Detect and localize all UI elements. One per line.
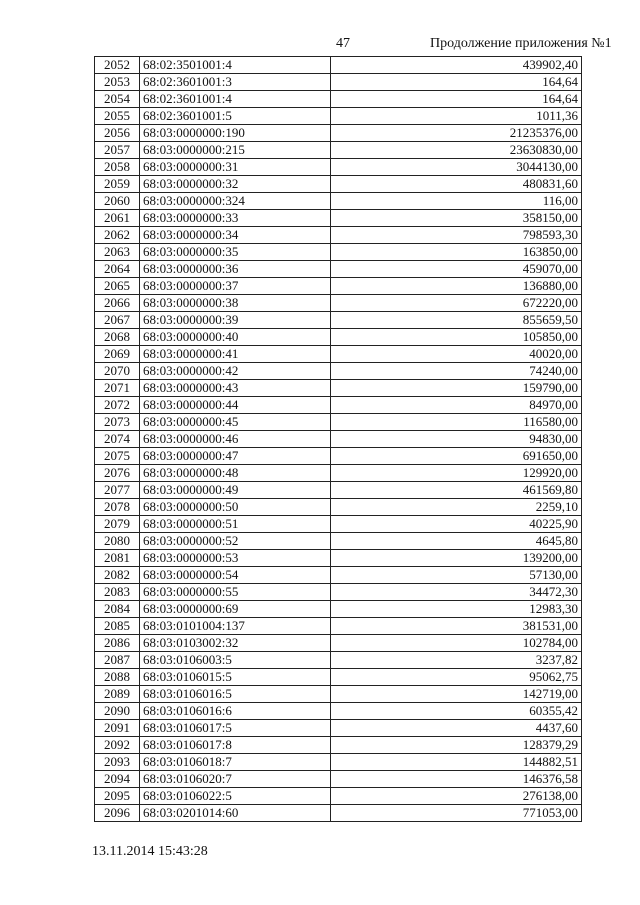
value-cell: 4437,60 <box>331 720 582 737</box>
table-row <box>95 176 582 193</box>
table-row <box>95 278 582 295</box>
value-cell: 129920,00 <box>331 465 582 482</box>
value-cell: 95062,75 <box>331 669 582 686</box>
table-row <box>95 652 582 669</box>
value-cell: 2259,10 <box>331 499 582 516</box>
row-number-cell: 2077 <box>95 482 140 499</box>
row-number-cell: 2088 <box>95 669 140 686</box>
cadastral-number-cell: 68:03:0000000:43 <box>140 380 331 397</box>
table-row <box>95 567 582 584</box>
table-row <box>95 448 582 465</box>
value-cell: 3237,82 <box>331 652 582 669</box>
cadastral-number-cell: 68:03:0000000:34 <box>140 227 331 244</box>
cadastral-number-cell: 68:03:0000000:33 <box>140 210 331 227</box>
cadastral-number-cell: 68:03:0106022:5 <box>140 788 331 805</box>
row-number-cell: 2066 <box>95 295 140 312</box>
cadastral-number-cell: 68:03:0106003:5 <box>140 652 331 669</box>
cadastral-number-cell: 68:03:0000000:324 <box>140 193 331 210</box>
value-cell: 461569,80 <box>331 482 582 499</box>
value-cell: 439902,40 <box>331 57 582 74</box>
cadastral-number-cell: 68:03:0000000:48 <box>140 465 331 482</box>
row-number-cell: 2074 <box>95 431 140 448</box>
row-number-cell: 2086 <box>95 635 140 652</box>
value-cell: 480831,60 <box>331 176 582 193</box>
row-number-cell: 2054 <box>95 91 140 108</box>
cadastral-number-cell: 68:03:0000000:42 <box>140 363 331 380</box>
table-row <box>95 601 582 618</box>
table-row <box>95 74 582 91</box>
value-cell: 459070,00 <box>331 261 582 278</box>
row-number-cell: 2096 <box>95 805 140 822</box>
row-number-cell: 2064 <box>95 261 140 278</box>
value-cell: 159790,00 <box>331 380 582 397</box>
cadastral-number-cell: 68:03:0000000:55 <box>140 584 331 601</box>
table-row <box>95 346 582 363</box>
cadastral-number-cell: 68:03:0103002:32 <box>140 635 331 652</box>
cadastral-number-cell: 68:03:0000000:31 <box>140 159 331 176</box>
row-number-cell: 2053 <box>95 74 140 91</box>
row-number-cell: 2073 <box>95 414 140 431</box>
table-row <box>95 431 582 448</box>
row-number-cell: 2060 <box>95 193 140 210</box>
table-row <box>95 159 582 176</box>
cadastral-number-cell: 68:03:0000000:41 <box>140 346 331 363</box>
table-row <box>95 550 582 567</box>
table-row <box>95 771 582 788</box>
table-row <box>95 482 582 499</box>
row-number-cell: 2093 <box>95 754 140 771</box>
cadastral-number-cell: 68:03:0000000:47 <box>140 448 331 465</box>
row-number-cell: 2095 <box>95 788 140 805</box>
row-number-cell: 2091 <box>95 720 140 737</box>
value-cell: 4645,80 <box>331 533 582 550</box>
timestamp: 13.11.2014 15:43:28 <box>92 844 208 859</box>
value-cell: 381531,00 <box>331 618 582 635</box>
table-row <box>95 737 582 754</box>
row-number-cell: 2052 <box>95 57 140 74</box>
cadastral-value-table <box>94 56 582 822</box>
row-number-cell: 2090 <box>95 703 140 720</box>
table-row <box>95 227 582 244</box>
value-cell: 139200,00 <box>331 550 582 567</box>
table-row <box>95 261 582 278</box>
table-row <box>95 142 582 159</box>
value-cell: 105850,00 <box>331 329 582 346</box>
value-cell: 164,64 <box>331 74 582 91</box>
table-row <box>95 499 582 516</box>
table-row <box>95 465 582 482</box>
cadastral-number-cell: 68:03:0000000:32 <box>140 176 331 193</box>
cadastral-number-cell: 68:03:0000000:38 <box>140 295 331 312</box>
table-row <box>95 584 582 601</box>
table-row <box>95 380 582 397</box>
table-row <box>95 635 582 652</box>
table-row <box>95 312 582 329</box>
cadastral-number-cell: 68:03:0000000:40 <box>140 329 331 346</box>
row-number-cell: 2094 <box>95 771 140 788</box>
cadastral-number-cell: 68:03:0106016:6 <box>140 703 331 720</box>
cadastral-number-cell: 68:03:0000000:54 <box>140 567 331 584</box>
value-cell: 128379,29 <box>331 737 582 754</box>
row-number-cell: 2062 <box>95 227 140 244</box>
table-row <box>95 125 582 142</box>
row-number-cell: 2057 <box>95 142 140 159</box>
row-number-cell: 2061 <box>95 210 140 227</box>
row-number-cell: 2080 <box>95 533 140 550</box>
cadastral-number-cell: 68:02:3601001:5 <box>140 108 331 125</box>
row-number-cell: 2083 <box>95 584 140 601</box>
value-cell: 691650,00 <box>331 448 582 465</box>
row-number-cell: 2055 <box>95 108 140 125</box>
value-cell: 146376,58 <box>331 771 582 788</box>
cadastral-number-cell: 68:03:0000000:35 <box>140 244 331 261</box>
cadastral-number-cell: 68:03:0201014:60 <box>140 805 331 822</box>
value-cell: 84970,00 <box>331 397 582 414</box>
value-cell: 12983,30 <box>331 601 582 618</box>
table-row <box>95 244 582 261</box>
cadastral-number-cell: 68:03:0000000:49 <box>140 482 331 499</box>
cadastral-number-cell: 68:03:0000000:215 <box>140 142 331 159</box>
value-cell: 136880,00 <box>331 278 582 295</box>
value-cell: 60355,42 <box>331 703 582 720</box>
cadastral-number-cell: 68:03:0000000:69 <box>140 601 331 618</box>
cadastral-number-cell: 68:03:0106017:8 <box>140 737 331 754</box>
row-number-cell: 2056 <box>95 125 140 142</box>
value-cell: 142719,00 <box>331 686 582 703</box>
value-cell: 40225,90 <box>331 516 582 533</box>
table-row <box>95 788 582 805</box>
value-cell: 23630830,00 <box>331 142 582 159</box>
table-row <box>95 210 582 227</box>
table-row <box>95 669 582 686</box>
row-number-cell: 2078 <box>95 499 140 516</box>
cadastral-number-cell: 68:03:0000000:52 <box>140 533 331 550</box>
table-row <box>95 618 582 635</box>
table-row <box>95 414 582 431</box>
row-number-cell: 2084 <box>95 601 140 618</box>
row-number-cell: 2072 <box>95 397 140 414</box>
table-row <box>95 805 582 822</box>
cadastral-number-cell: 68:03:0106020:7 <box>140 771 331 788</box>
table-row <box>95 363 582 380</box>
row-number-cell: 2069 <box>95 346 140 363</box>
cadastral-number-cell: 68:03:0106017:5 <box>140 720 331 737</box>
row-number-cell: 2092 <box>95 737 140 754</box>
appendix-label: Продолжение приложения №1 <box>430 36 612 51</box>
row-number-cell: 2059 <box>95 176 140 193</box>
table-row <box>95 108 582 125</box>
cadastral-number-cell: 68:03:0000000:53 <box>140 550 331 567</box>
value-cell: 57130,00 <box>331 567 582 584</box>
cadastral-number-cell: 68:03:0000000:39 <box>140 312 331 329</box>
value-cell: 94830,00 <box>331 431 582 448</box>
cadastral-number-cell: 68:03:0000000:45 <box>140 414 331 431</box>
value-cell: 163850,00 <box>331 244 582 261</box>
value-cell: 34472,30 <box>331 584 582 601</box>
value-cell: 164,64 <box>331 91 582 108</box>
value-cell: 116,00 <box>331 193 582 210</box>
row-number-cell: 2085 <box>95 618 140 635</box>
cadastral-number-cell: 68:03:0000000:37 <box>140 278 331 295</box>
value-cell: 672220,00 <box>331 295 582 312</box>
cadastral-number-cell: 68:03:0000000:51 <box>140 516 331 533</box>
table-row <box>95 754 582 771</box>
cadastral-number-cell: 68:02:3501001:4 <box>140 57 331 74</box>
table-row <box>95 720 582 737</box>
table-row <box>95 295 582 312</box>
table-row <box>95 516 582 533</box>
value-cell: 771053,00 <box>331 805 582 822</box>
row-number-cell: 2081 <box>95 550 140 567</box>
value-cell: 276138,00 <box>331 788 582 805</box>
row-number-cell: 2065 <box>95 278 140 295</box>
row-number-cell: 2058 <box>95 159 140 176</box>
value-cell: 40020,00 <box>331 346 582 363</box>
page-number: 47 <box>336 36 350 51</box>
row-number-cell: 2087 <box>95 652 140 669</box>
value-cell: 144882,51 <box>331 754 582 771</box>
row-number-cell: 2089 <box>95 686 140 703</box>
value-cell: 116580,00 <box>331 414 582 431</box>
cadastral-number-cell: 68:03:0000000:46 <box>140 431 331 448</box>
row-number-cell: 2075 <box>95 448 140 465</box>
cadastral-number-cell: 68:03:0106015:5 <box>140 669 331 686</box>
cadastral-number-cell: 68:03:0106018:7 <box>140 754 331 771</box>
value-cell: 102784,00 <box>331 635 582 652</box>
cadastral-number-cell: 68:03:0000000:50 <box>140 499 331 516</box>
table-row <box>95 329 582 346</box>
value-cell: 74240,00 <box>331 363 582 380</box>
row-number-cell: 2082 <box>95 567 140 584</box>
value-cell: 1011,36 <box>331 108 582 125</box>
cadastral-number-cell: 68:02:3601001:4 <box>140 91 331 108</box>
cadastral-number-cell: 68:03:0101004:137 <box>140 618 331 635</box>
cadastral-number-cell: 68:03:0000000:44 <box>140 397 331 414</box>
cadastral-number-cell: 68:02:3601001:3 <box>140 74 331 91</box>
table-row <box>95 397 582 414</box>
row-number-cell: 2079 <box>95 516 140 533</box>
table-row <box>95 193 582 210</box>
value-cell: 358150,00 <box>331 210 582 227</box>
table-row <box>95 533 582 550</box>
table-row <box>95 703 582 720</box>
table-row <box>95 91 582 108</box>
row-number-cell: 2068 <box>95 329 140 346</box>
row-number-cell: 2067 <box>95 312 140 329</box>
value-cell: 3044130,00 <box>331 159 582 176</box>
cadastral-number-cell: 68:03:0000000:36 <box>140 261 331 278</box>
row-number-cell: 2070 <box>95 363 140 380</box>
row-number-cell: 2063 <box>95 244 140 261</box>
value-cell: 21235376,00 <box>331 125 582 142</box>
value-cell: 855659,50 <box>331 312 582 329</box>
cadastral-number-cell: 68:03:0106016:5 <box>140 686 331 703</box>
row-number-cell: 2076 <box>95 465 140 482</box>
cadastral-number-cell: 68:03:0000000:190 <box>140 125 331 142</box>
row-number-cell: 2071 <box>95 380 140 397</box>
value-cell: 798593,30 <box>331 227 582 244</box>
table-row <box>95 57 582 74</box>
table-row <box>95 686 582 703</box>
